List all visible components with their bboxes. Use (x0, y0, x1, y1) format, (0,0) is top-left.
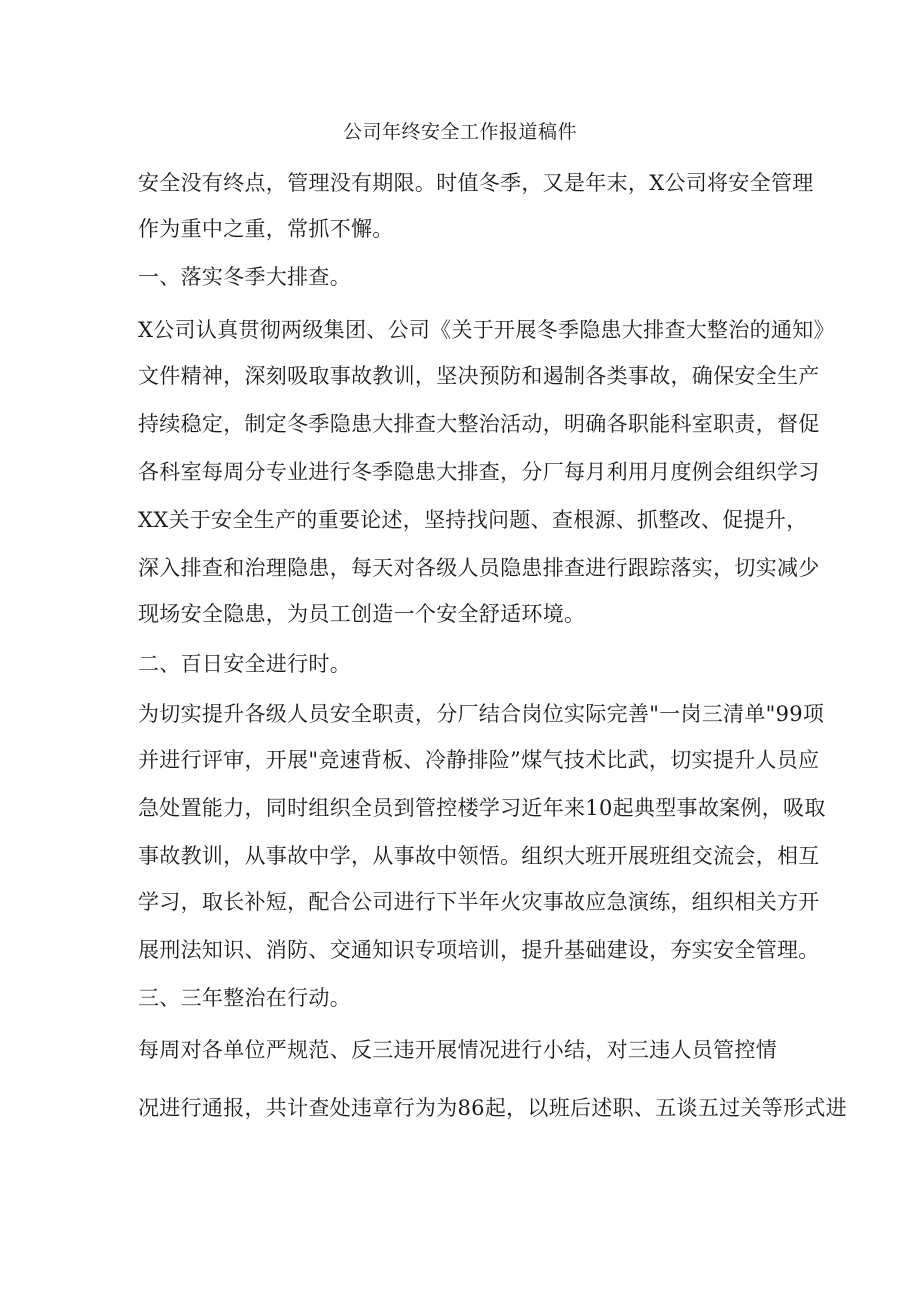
paragraph-line: X公司认真贯彻两级集团、公司《关于开展冬季隐患大排查大整治的通知》 (138, 318, 835, 342)
paragraph-line: 为切实提升各级人员安全职责，分厂结合岗位实际完善"一岗三清单"99项 (138, 702, 825, 726)
paragraph-line: 况进行通报，共计查处违章行为为86起，以班后述职、五谈五过关等形式进 (138, 1096, 847, 1120)
paragraph-line: 现场安全隐患，为员工创造一个安全舒适环境。 (138, 602, 586, 626)
paragraph-line: 安全没有终点，管理没有期限。时值冬季，又是年末，X公司将安全管理 (138, 171, 814, 195)
paragraph-line: 深入排查和治理隐患，每天对各级人员隐患排查进行跟踪落实，切实减少 (138, 556, 820, 580)
paragraph-line: 每周对各单位严规范、反三违开展情况进行小结，对三违人员管控情 (138, 1038, 777, 1062)
paragraph-line: 展刑法知识、消防、交通知识专项培训，提升基础建设，夯实安全管理。 (138, 938, 820, 962)
paragraph-line: 各科室每周分专业进行冬季隐患大排查，分厂每月利用月度例会组织学习 (138, 460, 820, 484)
paragraph-line: 学习，取长补短，配合公司进行下半年火灾事故应急演练，组织相关方开 (138, 890, 820, 914)
paragraph-line: 急处置能力，同时组织全员到管控楼学习近年来10起典型事故案例，吸取 (138, 796, 826, 820)
paragraph-line: 持续稳定，制定冬季隐患大排查大整治活动，明确各职能科室职责，督促 (138, 412, 820, 436)
paragraph-line: 作为重中之重，常抓不懈。 (138, 217, 394, 241)
section-heading: 一、落实冬季大排查。 (138, 265, 351, 289)
section-heading: 三、三年整治在行动。 (138, 986, 351, 1010)
section-heading: 二、百日安全进行时。 (138, 652, 351, 676)
paragraph-line: 并进行评审，开展"竞速背板、冷静排险”煤气技术比武，切实提升人员应 (138, 748, 820, 772)
paragraph-line: XX关于安全生产的重要论述，坚持找问题、查根源、抓整改、促提升， (138, 508, 808, 532)
document-title: 公司年终安全工作报道稿件 (342, 121, 577, 143)
paragraph-line: 文件精神，深刻吸取事故教训，坚决预防和遏制各类事故，确保安全生产 (138, 364, 820, 388)
paragraph-line: 事故教训，从事故中学，从事故中领悟。组织大班开展班组交流会，相互 (138, 844, 820, 868)
